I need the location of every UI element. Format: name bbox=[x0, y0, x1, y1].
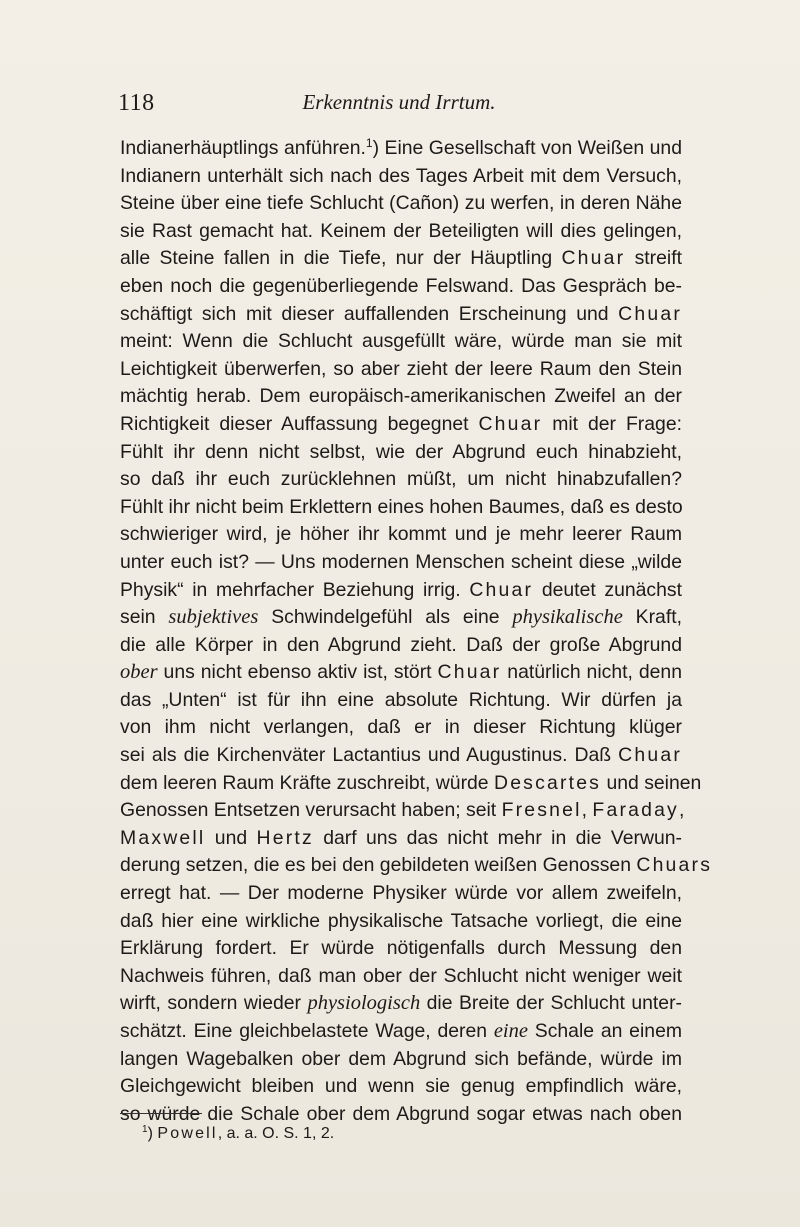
footnote-marker: 1 bbox=[142, 1124, 148, 1135]
text-line: sei als die Kirchenväter Lactantius und Augustinus. Daß Chuar bbox=[120, 744, 682, 767]
text-line: Maxwell und Hertz darf uns das nicht mehr in die Verwun- bbox=[120, 826, 682, 849]
text-line: dem leeren Raum Kräfte zuschreibt, würde Descartes und seinen bbox=[120, 771, 702, 794]
footnote-author: Powell bbox=[157, 1125, 218, 1142]
spaced-name: Chuar bbox=[469, 578, 534, 601]
italic-emphasis: physiologisch bbox=[307, 992, 421, 1015]
page-number: 118 bbox=[118, 90, 155, 116]
text-line: erregt hat. — Der moderne Physiker würde vor allem zweifeln, bbox=[120, 882, 682, 905]
text-line: daß hier eine wirkliche physikalische Tatsache vorliegt, die eine bbox=[120, 909, 682, 932]
spaced-name: Chuar bbox=[437, 661, 502, 684]
text-line: Richtigkeit dieser Auffassung begegnet Chuar mit der Frage: bbox=[120, 412, 682, 435]
spaced-name: Chuar bbox=[478, 412, 543, 435]
text-line: sein subjektives Schwindelgefühl als eine physikalische Kraft, bbox=[120, 606, 682, 629]
text-line: alle Steine fallen in die Tiefe, nur der Häuptling Chuar streift bbox=[120, 247, 682, 270]
text-line: die alle Körper in den Abgrund zieht. Daß der große Abgrund bbox=[120, 633, 682, 656]
spaced-name: Hertz bbox=[256, 826, 314, 849]
text-line: das „Unten“ ist für ihn eine absolute Richtung. Wir dürfen ja bbox=[120, 688, 682, 711]
text-line: Steine über eine tiefe Schlucht (Cañon) zu werfen, in deren Nähe bbox=[120, 192, 682, 215]
text-line: eben noch die gegenüberliegende Felswand. Das Gespräch be- bbox=[120, 274, 682, 297]
text-line: sie Rast gemacht hat. Keinem der Beteiligten will dies gelingen, bbox=[120, 219, 682, 242]
page-header bbox=[118, 88, 680, 128]
text-line: schwieriger wird, je höher ihr kommt und je mehr leerer Raum bbox=[120, 523, 682, 546]
footnote-reference-text: , a. a. O. S. 1, 2. bbox=[217, 1125, 335, 1142]
spaced-name: Faraday bbox=[592, 799, 679, 822]
text-line: Fühlt ihr nicht beim Erklettern eines hohen Baumes, daß es desto bbox=[120, 495, 683, 518]
spaced-name: Chuar bbox=[561, 247, 626, 270]
italic-emphasis: eine bbox=[493, 1020, 528, 1042]
text-line: Fühlt ihr denn nicht selbst, wie der Abgrund euch hinabzieht, bbox=[120, 440, 682, 463]
text-line: Nachweis führen, daß man ober der Schlucht nicht weniger weit bbox=[120, 964, 682, 987]
footnote: $^1$) Powell, a. a. O. S. 1, 2. bbox=[142, 1124, 335, 1142]
text-line: Indianern unterhält sich nach des Tages Arbeit mit dem Versuch, bbox=[120, 164, 682, 187]
italic-emphasis: ober bbox=[120, 661, 158, 684]
italic-emphasis: physikalische bbox=[512, 606, 623, 629]
text-line: so daß ihr euch zurücklehnen müßt, um nicht hinabzufallen? bbox=[120, 468, 682, 491]
text-line: derung setzen, die es bei den gebildeten weißen Genossen Chuars bbox=[120, 854, 713, 877]
text-line: langen Wagebalken ober dem Abgrund sich befände, würde im bbox=[120, 1047, 682, 1070]
spaced-name: Maxwell bbox=[120, 826, 206, 849]
body-paragraph bbox=[120, 135, 713, 1128]
text-line: ober uns nicht ebenso aktiv ist, stört Chuar natürlich nicht, denn bbox=[120, 661, 683, 684]
text-line: Indianerhäuptlings anführen.$^1$) Eine Gesellschaft von Weißen und bbox=[120, 136, 682, 159]
text-line: so würde die Schale ober dem Abgrund sogar etwas nach oben bbox=[120, 1102, 682, 1125]
text-line: Genossen Entsetzen verursacht haben; seit Fresnel, Faraday, bbox=[120, 799, 685, 822]
text-line: Erklärung fordert. Er würde nötigenfalls durch Messung den bbox=[120, 937, 682, 960]
spaced-name: Chuars bbox=[636, 854, 713, 877]
text-line: schätzt. Eine gleichbelastete Wage, deren eine Schale an einem bbox=[120, 1020, 683, 1042]
spaced-name: Descartes bbox=[493, 771, 602, 794]
footnote-reference: 1 bbox=[365, 136, 373, 150]
text-line: wirft, sondern wieder physiologisch die Breite der Schlucht unter- bbox=[120, 992, 682, 1015]
text-line: Gleichgewicht bleiben und wenn sie genug empfindlich wäre, bbox=[120, 1075, 682, 1098]
footnote-divider bbox=[120, 1113, 202, 1114]
spaced-name: Fresnel bbox=[501, 799, 582, 822]
spaced-name: Chuar bbox=[618, 744, 682, 767]
spaced-name: Chuar bbox=[618, 302, 682, 325]
text-line: Leichtigkeit überwerfen, so aber zieht der leere Raum den Stein bbox=[120, 357, 682, 380]
text-line: mächtig herab. Dem europäisch-amerikanischen Zweifel an der bbox=[120, 385, 682, 408]
text-line: von ihm nicht verlangen, daß er in dieser Richtung klüger bbox=[120, 716, 682, 739]
text-line: schäftigt sich mit dieser auffallenden Erscheinung und Chuar bbox=[120, 302, 682, 325]
text-line: meint: Wenn die Schlucht ausgefüllt wäre, würde man sie mit bbox=[120, 330, 682, 353]
text-line: Physik“ in mehrfacher Beziehung irrig. Chuar deutet zunächst bbox=[120, 578, 682, 601]
italic-emphasis: subjektives bbox=[168, 606, 259, 629]
text-line: unter euch ist? — Uns modernen Menschen scheint diese „wilde bbox=[120, 550, 682, 573]
running-title: Erkenntnis und Irrtum. bbox=[302, 90, 496, 114]
